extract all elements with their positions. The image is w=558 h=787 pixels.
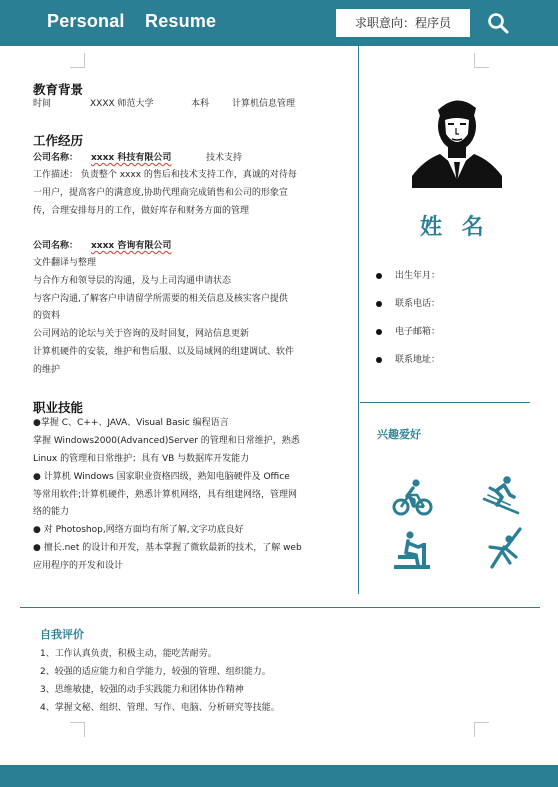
job1-desc-line: 一用户，提高客户的满意度,协助代理商完成销售和公司的形象宣 [33, 188, 288, 198]
job1-company-label: 公司名称： [33, 153, 79, 163]
self-eval-item: 1、工作认真负责，积极主动，能吃苦耐劳。 [40, 649, 217, 659]
bullet-dot [376, 301, 382, 307]
job1-desc-line: 工作描述： 负责整个 xxxx 的售后和技术支持工作，真诚的对待每 [33, 170, 297, 180]
education-major: 计算机信息管理 [232, 99, 296, 109]
skill-line: ● 对 Photoshop,网络方面均有所了解,文字功底良好 [33, 525, 244, 535]
job1-position: 技术支持 [206, 153, 243, 163]
bottom-section-divider [20, 607, 540, 608]
bullet-dot [376, 357, 382, 363]
info-email [376, 324, 440, 337]
job-intent-box[interactable]: 求职意向：程序员 [336, 9, 470, 37]
job2-desc-line: 与合作方和领导层的沟通，及与上司沟通申请状态 [33, 276, 232, 286]
job2-desc-line: 的维护 [33, 365, 61, 375]
dancing-icon [482, 527, 524, 569]
fitness-icon [392, 529, 434, 571]
hobbies-title: 兴趣爱好 [377, 428, 421, 441]
job2-desc-line: 的资料 [33, 311, 61, 321]
work-title: 工作经历 [33, 133, 84, 148]
job2-desc-line: 文件翻译与整理 [33, 258, 97, 268]
job2-company: xxxx 咨询有限公司 [91, 241, 172, 251]
skill-line: 络的能力 [33, 507, 70, 517]
corner-mark [70, 53, 85, 68]
info-birth-label: 出生年月： [395, 271, 441, 281]
info-phone [376, 296, 440, 309]
skill-line: 应用程序的开发和设计 [33, 561, 124, 571]
self-eval-item: 4、掌握文秘、组织、管理、写作、电脑、分析研究等技能。 [40, 703, 280, 713]
job1-company: xxxx 科技有限公司 [91, 153, 172, 163]
education-degree: 本科 [191, 99, 210, 109]
info-address-label: 联系地址： [395, 355, 441, 365]
right-section-divider [360, 402, 530, 403]
bullet-dot [376, 329, 382, 335]
skill-line: ● 计算机 Windows 国家职业资格四级，熟知电脑硬件及 Office [33, 472, 290, 482]
job2-company-label: 公司名称： [33, 241, 79, 251]
info-address [376, 352, 440, 365]
bullet-dot [376, 273, 382, 279]
cycling-icon [392, 477, 434, 519]
self-eval-item: 2、较强的适应能力和自学能力，较强的管理、组织能力。 [40, 667, 271, 677]
job2-desc-line: 计算机硬件的安装，维护和售后服、以及局域网的组建调试、软件 [33, 347, 295, 357]
education-school: XXXX 师范大学 [90, 99, 154, 109]
corner-mark [474, 722, 489, 737]
job2-desc-line: 与客户沟通,了解客户申请留学所需要的相关信息及核实客户提供 [33, 294, 288, 304]
corner-mark [70, 722, 85, 737]
skill-line: Linux 的管理和日常维护；具有 VB 与数据库开发能力 [33, 454, 250, 464]
job2-desc-line: 公司网站的论坛与关于咨询的及时回复，网站信息更新 [33, 329, 250, 339]
info-phone-label: 联系电话： [395, 299, 441, 309]
self-eval-item: 3、思维敏捷，较强的动手实践能力和团体协作精神 [40, 685, 244, 695]
header-title-resume: Resume [145, 11, 217, 31]
education-title: 教育背景 [33, 82, 84, 97]
portrait-photo [412, 88, 502, 188]
skills-title: 职业技能 [33, 400, 84, 415]
skill-line: ●掌握 C、C++、JAVA、Visual Basic 编程语言 [33, 418, 229, 428]
search-icon[interactable] [486, 11, 510, 35]
job1-desc-line: 传，合理安排每月的工作，做好库存和财务方面的管理 [33, 206, 250, 216]
header-title-personal: Personal [47, 11, 125, 31]
skill-line: 掌握 Windows2000(Advanced)Server 的管理和日常维护，熟悉 [33, 436, 300, 446]
footer-bar [0, 765, 558, 787]
corner-mark [474, 53, 489, 68]
info-birth [376, 268, 440, 281]
info-email-label: 电子邮箱： [395, 327, 441, 337]
column-divider [358, 46, 359, 594]
skiing-icon [480, 475, 522, 517]
education-time-label: 时间 [33, 99, 52, 109]
skill-line: 等常用软件;计算机硬件，熟悉计算机网络，具有组建网络，管理网 [33, 490, 298, 500]
skill-line: ● 擅长.net 的设计和开发，基本掌握了微软最新的技术，了解 web [33, 543, 302, 553]
header-bar [0, 0, 558, 46]
self-eval-title: 自我评价 [40, 628, 84, 641]
person-name: 姓 名 [420, 215, 490, 240]
